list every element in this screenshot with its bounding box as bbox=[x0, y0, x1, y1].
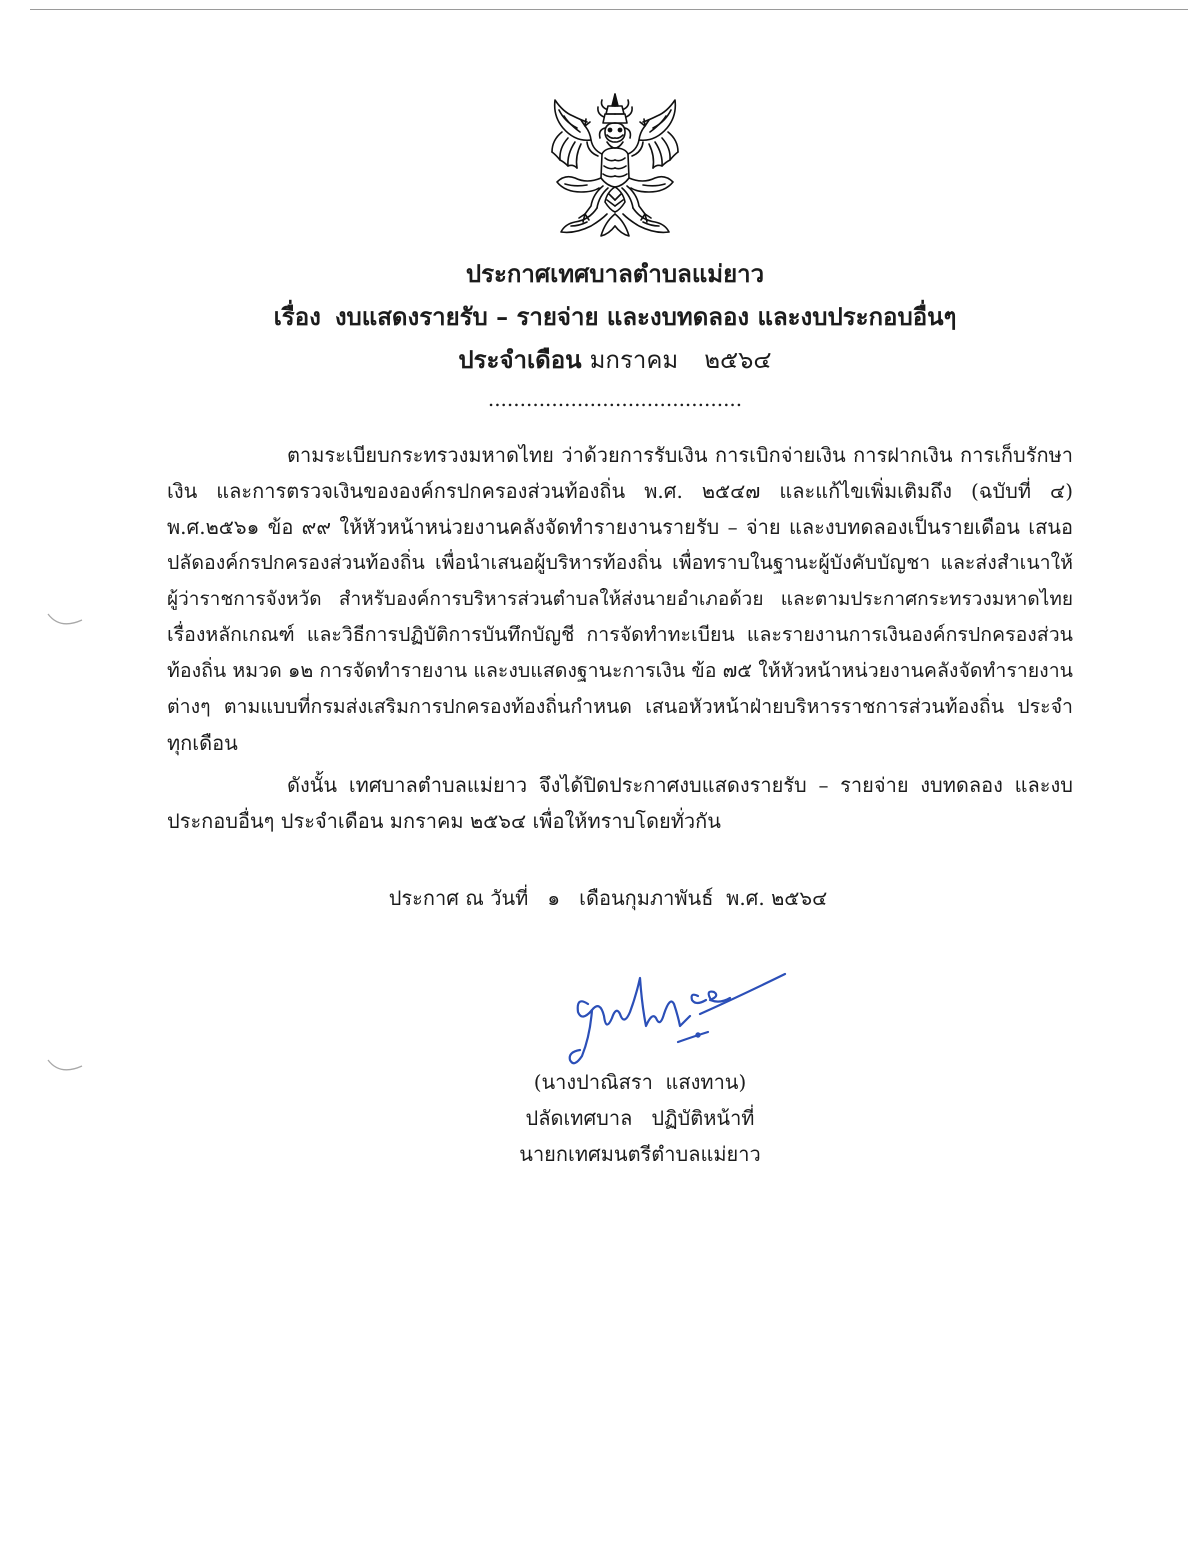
paragraph-2 bbox=[167, 767, 1073, 839]
paragraph-line: ตามระเบียบกระทรวงมหาดไทย ว่าด้วยการรับเงิน การเบิกจ่ายเงิน การฝากเงิน การเก็บรักษา bbox=[287, 443, 1073, 467]
signature-area bbox=[167, 916, 1073, 1064]
paragraph-line: ทุกเดือน bbox=[167, 731, 238, 755]
signer-name: (นางปาณิสรา แสงทาน) bbox=[533, 1070, 747, 1094]
punch-hole-mark bbox=[44, 1052, 88, 1078]
announcement-header bbox=[0, 252, 1200, 416]
paragraph-line: ผู้ว่าราชการจังหวัด สำหรับองค์การบริหารส่วนตำบลให้ส่งนายอำเภอด้วย และตามประกาศกระทรวงมหาดไทย bbox=[167, 588, 1073, 610]
period-month: มกราคม bbox=[589, 346, 679, 374]
garuda-emblem-icon bbox=[535, 92, 695, 244]
signer-block bbox=[167, 1064, 1073, 1172]
handwritten-signature bbox=[560, 956, 790, 1073]
announcement-title: ประกาศเทศบาลตำบลแม่ยาว bbox=[465, 259, 765, 288]
paragraph-line: ต่างๆ ตามแบบที่กรมส่งเสริมการปกครองท้องถิ่นกำหนด เสนอหัวหน้าฝ่ายบริหารราชการส่วนท้องถิ่น ประจำ bbox=[167, 695, 1073, 718]
scan-edge-line bbox=[30, 9, 1188, 10]
subject-label: เรื่อง bbox=[273, 302, 321, 331]
period-year: ๒๕๖๔ bbox=[704, 346, 772, 374]
paragraph-line: พ.ศ.๒๕๖๑ ข้อ ๙๙ ให้หัวหน้าหน่วยงานคลังจัดทำรายงานรายรับ – จ่าย และงบทดลองเป็นรายเดือน เสนอ bbox=[167, 515, 1073, 539]
paragraph-1 bbox=[167, 437, 1073, 761]
paragraph-line: ดังนั้น เทศบาลตำบลแม่ยาว จึงได้ปิดประกาศงบแสดงรายรับ – รายจ่าย งบทดลอง และงบ bbox=[287, 773, 1073, 797]
paragraph-line: เงิน และการตรวจเงินขององค์กรปกครองส่วนท้องถิ่น พ.ศ. ๒๕๔๗ และแก้ไขเพิ่มเติมถึง (ฉบับที่ ๔) bbox=[167, 479, 1073, 503]
paragraph-line: ท้องถิ่น หมวด ๑๒ การจัดทำรายงาน และงบแสดงฐานะการเงิน ข้อ ๗๕ ให้หัวหน้าหน่วยงานคลังจัดทำรายงาน bbox=[167, 659, 1073, 682]
paragraph-line: ปลัดองค์กรปกครองส่วนท้องถิ่น เพื่อนำเสนอผู้บริหารท้องถิ่น เพื่อทราบในฐานะผู้บังคับบัญชา และส่งสำเนาให้ bbox=[167, 551, 1073, 574]
announcement-subject bbox=[30, 295, 1200, 338]
signer-acting-as: นายกเทศมนตรีตำบลแม่ยาว bbox=[519, 1142, 761, 1166]
announcement-period bbox=[30, 338, 1200, 382]
announcement-date: ประกาศ ณ วันที่ ๑ เดือนกุมภาพันธ์ พ.ศ. ๒๕๖๔ bbox=[388, 886, 828, 910]
paragraph-line: เรื่องหลักเกณฑ์ และวิธีการปฏิบัติการบันทึกบัญชี การจัดทำทะเบียน และรายงานการเงินองค์กรปกครองส่วน bbox=[167, 623, 1073, 646]
paragraph-line: ประกอบอื่นๆ ประจำเดือน มกราคม ๒๕๖๔ เพื่อให้ทราบโดยทั่วกัน bbox=[167, 809, 721, 833]
period-label: ประจำเดือน bbox=[458, 345, 582, 374]
punch-hole-mark bbox=[44, 606, 88, 632]
announcement-body bbox=[167, 437, 1073, 1172]
signer-position: ปลัดเทศบาล ปฏิบัติหน้าที่ bbox=[525, 1106, 755, 1130]
dotted-separator: ........................................ bbox=[487, 387, 743, 411]
subject-text: งบแสดงรายรับ – รายจ่าย และงบทดลอง และงบประกอบอื่นๆ bbox=[334, 302, 957, 331]
